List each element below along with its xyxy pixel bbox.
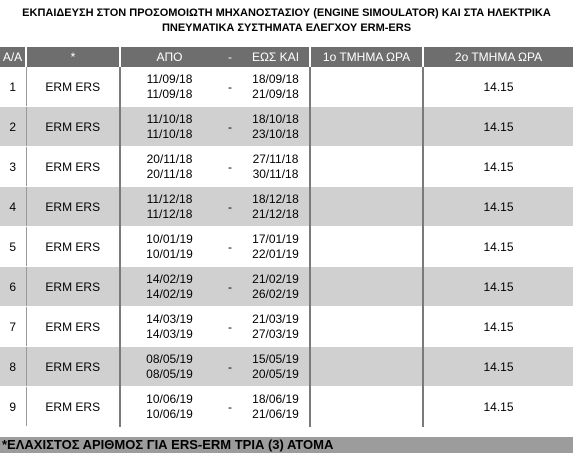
row-dash: -	[218, 147, 242, 187]
to-date-2: 22/01/19	[252, 246, 299, 261]
row-to-dates	[242, 67, 310, 107]
row-slot2: 14.15	[423, 307, 573, 347]
table-row	[0, 187, 573, 227]
from-date-2: 20/11/18	[146, 166, 193, 181]
row-from-dates	[120, 387, 218, 427]
row-dash: -	[218, 347, 242, 387]
document-title	[0, 0, 573, 42]
to-date-2: 21/09/18	[252, 86, 299, 101]
header-slot2: 2ο ΤΜΗΜΑ ΩΡΑ	[423, 47, 573, 67]
row-dash: -	[218, 67, 242, 107]
row-from-dates	[120, 307, 218, 347]
table-row	[0, 387, 573, 427]
row-slot2: 14.15	[423, 147, 573, 187]
header-course: *	[26, 47, 120, 67]
to-date-1: 18/12/18	[252, 191, 299, 206]
row-from-dates	[120, 107, 218, 147]
footer-note: *ΕΛΑΧΙΣΤΟΣ ΑΡΙΘΜΟΣ ΓΙΑ ERS-ERM ΤΡΙΑ (3) ΑΤΟΜΑ	[0, 437, 573, 453]
row-number: 1	[0, 67, 26, 107]
row-number: 3	[0, 147, 26, 187]
row-slot1	[310, 347, 423, 387]
row-from-dates	[120, 147, 218, 187]
to-date-2: 26/02/19	[252, 286, 299, 301]
row-to-dates	[242, 107, 310, 147]
to-date-1: 27/11/18	[252, 151, 299, 166]
row-to-dates	[242, 187, 310, 227]
row-from-dates	[120, 187, 218, 227]
row-slot1	[310, 387, 423, 427]
from-date-2: 11/10/18	[146, 126, 193, 141]
table-row	[0, 267, 573, 307]
to-date-1: 18/09/18	[252, 71, 299, 86]
row-course: ERM ERS	[26, 147, 120, 187]
from-date-2: 08/05/19	[146, 366, 193, 381]
header-aa: Α/Α	[0, 47, 26, 67]
row-slot1	[310, 107, 423, 147]
from-date-1: 10/06/19	[146, 391, 193, 406]
row-dash: -	[218, 187, 242, 227]
from-date-1: 11/12/18	[146, 191, 193, 206]
to-date-2: 21/12/18	[252, 206, 299, 221]
header-dash: -	[218, 47, 242, 67]
from-date-2: 10/06/19	[146, 406, 193, 421]
row-number: 8	[0, 347, 26, 387]
from-date-2: 14/02/19	[146, 286, 193, 301]
table-row	[0, 147, 573, 187]
header-row	[0, 47, 573, 67]
row-slot1	[310, 267, 423, 307]
header-slot1: 1ο ΤΜΗΜΑ ΩΡΑ	[310, 47, 423, 67]
from-date-2: 14/03/19	[146, 326, 193, 341]
row-slot2: 14.15	[423, 227, 573, 267]
to-date-2: 30/11/18	[252, 166, 299, 181]
table-row	[0, 107, 573, 147]
row-slot2: 14.15	[423, 67, 573, 107]
row-to-dates	[242, 147, 310, 187]
row-dash: -	[218, 227, 242, 267]
row-from-dates	[120, 227, 218, 267]
row-course: ERM ERS	[26, 227, 120, 267]
table-row	[0, 347, 573, 387]
row-course: ERM ERS	[26, 67, 120, 107]
row-to-dates	[242, 267, 310, 307]
to-date-2: 21/06/19	[252, 406, 299, 421]
from-date-1: 08/05/19	[146, 351, 193, 366]
row-number: 9	[0, 387, 26, 427]
from-date-1: 14/03/19	[146, 311, 193, 326]
row-dash: -	[218, 267, 242, 307]
table-row	[0, 67, 573, 107]
schedule-table	[0, 47, 573, 427]
row-number: 5	[0, 227, 26, 267]
row-course: ERM ERS	[26, 307, 120, 347]
from-date-1: 20/11/18	[146, 151, 193, 166]
row-slot2: 14.15	[423, 107, 573, 147]
row-slot2: 14.15	[423, 267, 573, 307]
to-date-2: 20/05/19	[252, 366, 299, 381]
title-line-1: ΕΚΠΑΙΔΕΥΣΗ ΣΤΟΝ ΠΡΟΣΟΜΟΙΩΤΗ ΜΗΧΑΝΟΣΤΑΣΙΟΥ (ENGINE SIMOULATOR) ΚΑΙ ΣΤΑ ΗΛΕΚΤΡΙΚΑ	[22, 7, 551, 19]
row-slot1	[310, 147, 423, 187]
row-slot1	[310, 187, 423, 227]
row-to-dates	[242, 347, 310, 387]
row-course: ERM ERS	[26, 267, 120, 307]
to-date-1: 15/05/19	[252, 351, 299, 366]
from-date-2: 10/01/19	[146, 246, 193, 261]
row-to-dates	[242, 387, 310, 427]
from-date-1: 11/09/18	[146, 71, 193, 86]
row-course: ERM ERS	[26, 107, 120, 147]
to-date-1: 17/01/19	[252, 231, 299, 246]
row-to-dates	[242, 227, 310, 267]
row-slot1	[310, 307, 423, 347]
row-number: 4	[0, 187, 26, 227]
row-dash: -	[218, 307, 242, 347]
from-date-2: 11/09/18	[146, 86, 193, 101]
table-row	[0, 307, 573, 347]
row-slot2: 14.15	[423, 187, 573, 227]
to-date-2: 27/03/19	[252, 326, 299, 341]
row-number: 2	[0, 107, 26, 147]
row-from-dates	[120, 347, 218, 387]
row-course: ERM ERS	[26, 387, 120, 427]
row-slot2: 14.15	[423, 387, 573, 427]
row-from-dates	[120, 67, 218, 107]
from-date-1: 10/01/19	[146, 231, 193, 246]
row-from-dates	[120, 267, 218, 307]
from-date-1: 11/10/18	[146, 111, 193, 126]
to-date-1: 18/10/18	[252, 111, 299, 126]
row-slot2: 14.15	[423, 347, 573, 387]
row-course: ERM ERS	[26, 187, 120, 227]
to-date-2: 23/10/18	[252, 126, 299, 141]
row-to-dates	[242, 307, 310, 347]
table-row	[0, 227, 573, 267]
to-date-1: 18/06/19	[252, 391, 299, 406]
row-dash: -	[218, 387, 242, 427]
header-to: ΕΩΣ ΚΑΙ	[242, 47, 310, 67]
from-date-1: 14/02/19	[146, 271, 193, 286]
row-slot1	[310, 67, 423, 107]
from-date-2: 11/12/18	[146, 206, 193, 221]
row-dash: -	[218, 107, 242, 147]
row-number: 7	[0, 307, 26, 347]
title-line-2: ΠΝΕΥΜΑΤΙΚΑ ΣΥΣΤΗΜΑΤΑ ΕΛΕΓΧΟΥ ERM-ERS	[161, 22, 412, 34]
row-course: ERM ERS	[26, 347, 120, 387]
to-date-1: 21/03/19	[252, 311, 299, 326]
row-number: 6	[0, 267, 26, 307]
row-slot1	[310, 227, 423, 267]
header-from: ΑΠΟ	[120, 47, 218, 67]
to-date-1: 21/02/19	[252, 271, 299, 286]
